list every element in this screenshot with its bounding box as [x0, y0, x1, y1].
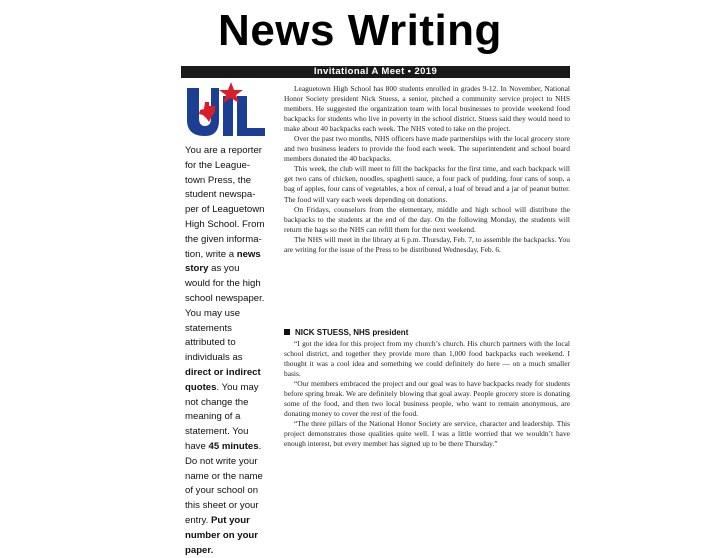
handout-page — [181, 66, 570, 556]
fact-paragraph: Leaguetown High School has 800 students enrolled in grades 9-12. In November, National Honor Society president Nick Stuess, a senior, pitched a community service project to NHS members. He suggested the organization team with local businesses to provide weekend food backpacks for students who live in poverty in the school district. Stuess said they would need to make about 40 backpacks each week. The NHS voted to take on the project. — [284, 84, 570, 134]
instructions-emphasis-number: Put your number on your paper. — [185, 514, 259, 556]
quote-paragraph: “Our members embraced the project and our goal was to have backpacks ready for students before spring break. We are definitely blowing that goal away. People grocery store is donating some of the food, and then two local business people, who want to remain anonymous, are donating money to cover the rest of the food. — [284, 379, 570, 419]
fact-paragraph: Over the past two months, NHS officers have made partnerships with the local grocery store and two business leaders to provide the food each week. The superintendent and school board members donated the 40 backpacks. — [284, 134, 570, 164]
fact-paragraph: On Fridays, counselors from the elementary, middle and high school will distribute the backpacks to the students at the end of the day. On the following Monday, the students will return the bags so the NHS can refill them for the next weekend. — [284, 204, 570, 234]
bullet-square-icon — [284, 329, 290, 335]
fact-paragraph: This week, the club will meet to fill the backpacks for the first time, and each backpack will get two cans of chicken, noodles, spaghetti sauce, a four pack of pudding, four cans of soup, a bag of apples, four cans of vegetables, a box of cereal, a loaf of bread and a jar of peanut butter. The food will vary each week depending on donations. — [284, 164, 570, 204]
quote-paragraph: “The three pillars of the National Honor Society are service, character and leadership. This project demonstrates those qualities quite well. I was a little worried that we wouldn’t have enough interest, but every member has signed up to be there Thursday.” — [284, 419, 570, 449]
instructions-text: as you would for the high school newspaper. You may use statements attributed to individuals as — [185, 263, 265, 364]
instructions-text: . You may not change the meaning of a statement. You have — [185, 381, 259, 452]
instructions-emphasis-quotes: direct or indirect quotes — [185, 366, 261, 393]
instructions-text: You are a reporter for the Leaguetown Press, the student newspaper of Leaguetown High School. From the given information, write a — [185, 145, 265, 260]
source-label: NICK STUESS, NHS president — [295, 328, 409, 337]
instructions-emphasis-news-story: news story — [185, 248, 261, 275]
fact-sheet — [284, 84, 570, 255]
quote-source-heading — [284, 327, 570, 338]
page-title: News Writing — [218, 6, 502, 55]
contest-banner: Invitational A Meet • 2019 — [181, 66, 570, 78]
instructions-emphasis-time: 45 minutes — [208, 440, 259, 452]
quotes-block — [284, 339, 570, 450]
quote-paragraph: “I got the idea for this project from my church’s church. His church partners with the local school district, and together they provide more than 1,000 food backpacks each weekend. I thought it was a cool idea and something we could definitely do here — on a much smaller basis. — [284, 339, 570, 379]
fact-paragraph: The NHS will meet in the library at 6 p.m. Thursday, Feb. 7, to assemble the backpacks. You are writing for the issue of the Press to be distributed Wednesday, Feb. 6. — [284, 234, 570, 254]
uil-logo-icon — [185, 82, 267, 142]
instructions-sidebar — [185, 144, 265, 558]
instructions-text: . Do not write your name or the name of your school on this sheet or your entry. — [185, 440, 263, 526]
